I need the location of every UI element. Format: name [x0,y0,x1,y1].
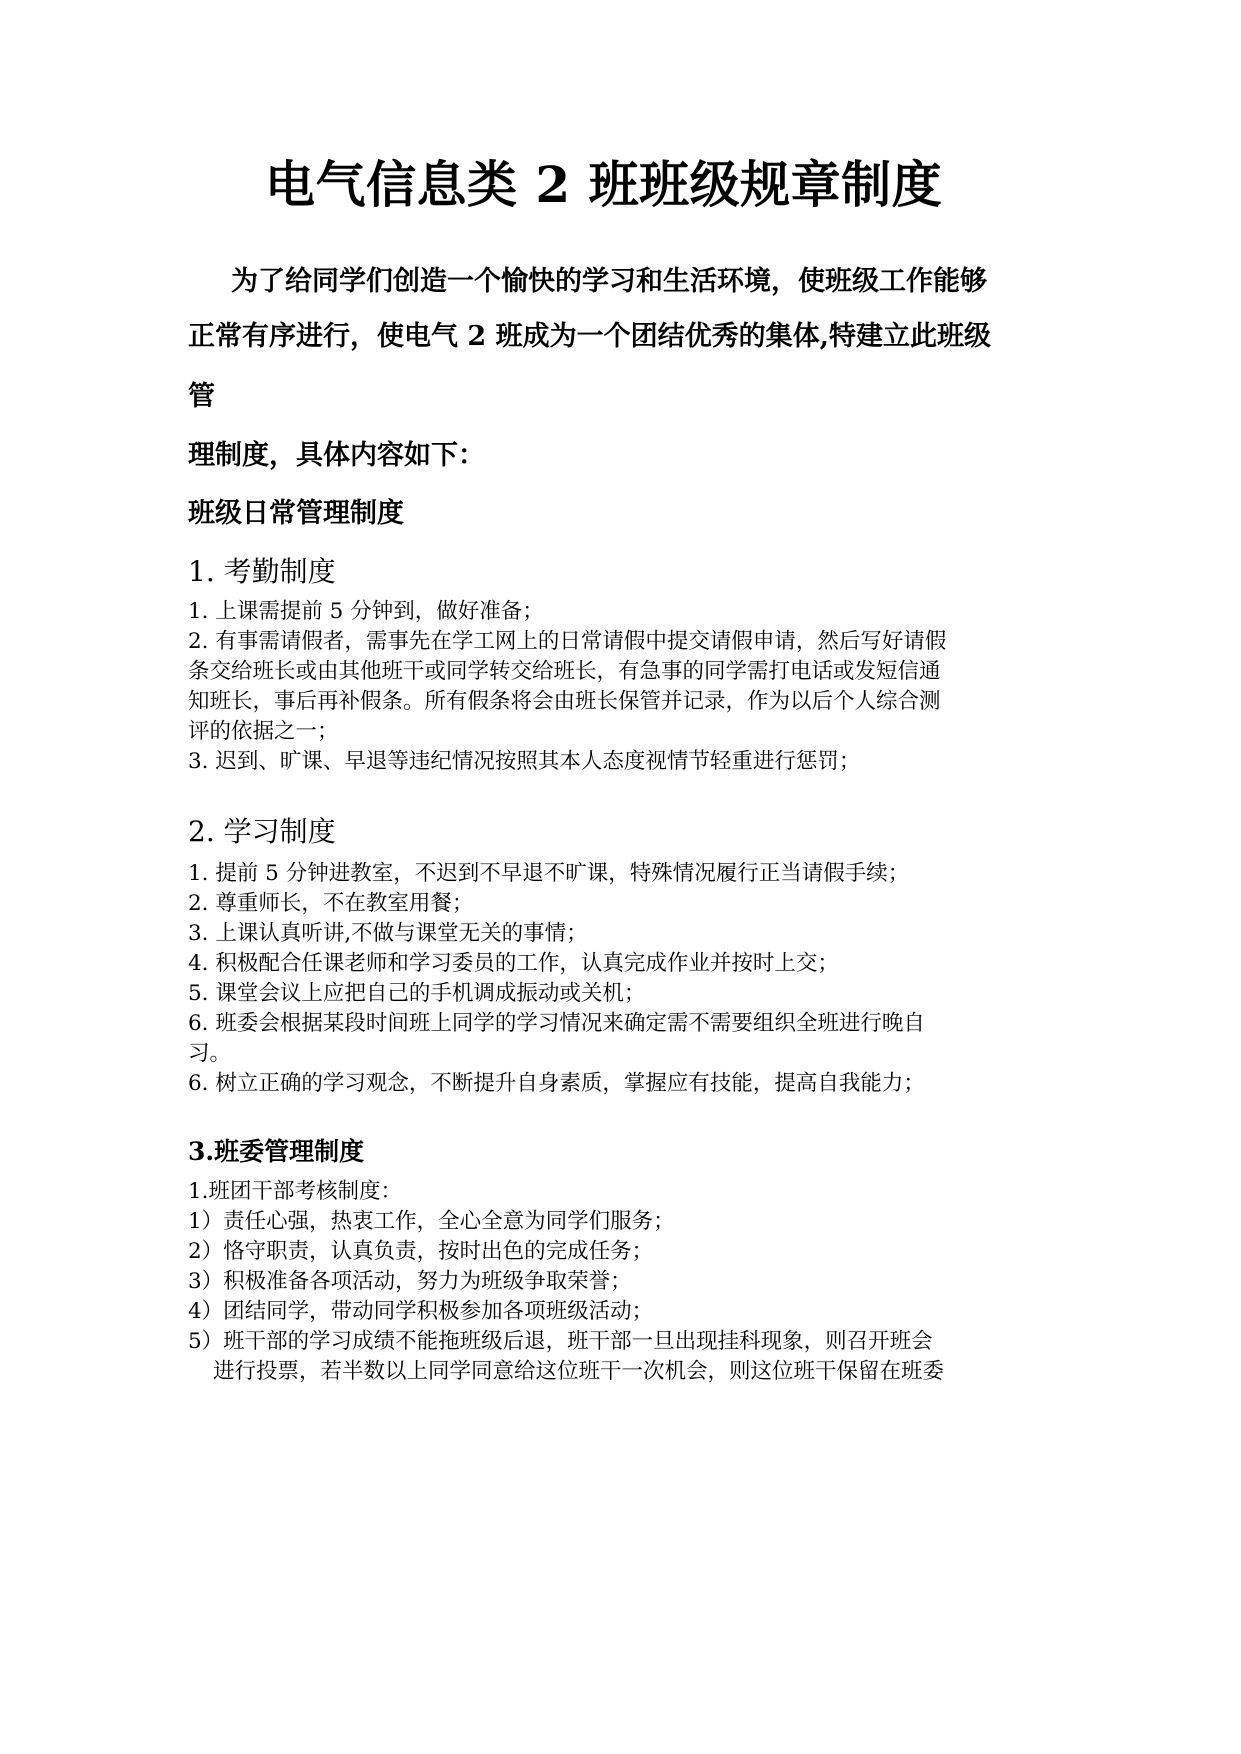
intro-line: 为了给同学们创造一个愉快的学习和生活环境，使班级工作能够 [231,266,987,297]
rule-line: 1）责任心强，热衷工作，全心全意为同学们服务； [188,1209,675,1234]
section-heading-committee: 3.班委管理制度 [188,1137,365,1166]
rule-line: 6. 班委会根据某段时间班上同学的学习情况来确定需不需要组织全班进行晚自 [188,1011,925,1036]
section-body-attendance [188,597,1068,777]
rule-line: 4）团结同学，带动同学积极参加各项班级活动； [188,1299,654,1324]
section-body-study [188,859,1068,1099]
rule-line: 3. 上课认真听讲,不做与课堂无关的事情； [188,921,588,946]
section-body-committee [188,1177,1068,1387]
rule-line: 6. 树立正确的学习观念，不断提升自身素质，掌握应有技能，提高自我能力； [188,1071,925,1096]
rule-line: 习。 [188,1041,232,1066]
section-heading-study: 2. 学习制度 [188,815,336,848]
rule-line: 知班长，事后再补假条。所有假条将会由班长保管并记录，作为以后个人综合测 [188,689,941,714]
rule-line: 1.班团干部考核制度： [188,1179,403,1204]
rule-line: 2）恪守职责，认真负责，按时出色的完成任务； [188,1239,654,1264]
section-heading-attendance: 1. 考勤制度 [188,555,336,588]
rule-line: 5）班干部的学习成绩不能拖班级后退，班干部一旦出现挂科现象，则召开班会 [188,1329,933,1354]
rule-line: 1. 提前 5 分钟进教室，不迟到不早退不旷课，特殊情况履行正当请假手续； [188,861,910,886]
rule-line: 5. 课堂会议上应把自己的手机调成振动或关机； [188,981,646,1006]
rule-line: 2. 有事需请假者，需事先在学工网上的日常请假中提交请假申请，然后写好请假 [188,629,947,654]
rule-line: 条交给班长或由其他班干或同学转交给班长，有急事的同学需打电话或发短信通 [188,659,941,684]
intro-line: 正常有序进行，使电气 2 班成为一个团结优秀的集体,特建立此班级 [188,321,991,352]
subtitle: 班级日常管理制度 [188,498,404,529]
intro-line: 管 [188,381,215,412]
rule-line: 1. 上课需提前 5 分钟到，做好准备； [188,599,544,624]
rule-line: 4. 积极配合任课老师和学习委员的工作，认真完成作业并按时上交； [188,951,839,976]
rule-line: 2. 尊重师长，不在教室用餐； [188,891,474,916]
rule-line: 进行投票，若半数以上同学同意给这位班干一次机会，则这位班干保留在班委 [213,1359,945,1384]
document-title: 电气信息类 2 班班级规章制度 [265,155,943,214]
intro-line: 理制度，具体内容如下： [188,440,485,471]
rule-line: 3. 迟到、旷课、早退等违纪情况按照其本人态度视情节轻重进行惩罚； [188,749,861,774]
rule-line: 评的依据之一； [188,719,339,744]
rule-line: 3）积极准备各项活动，努力为班级争取荣誉； [188,1269,632,1294]
